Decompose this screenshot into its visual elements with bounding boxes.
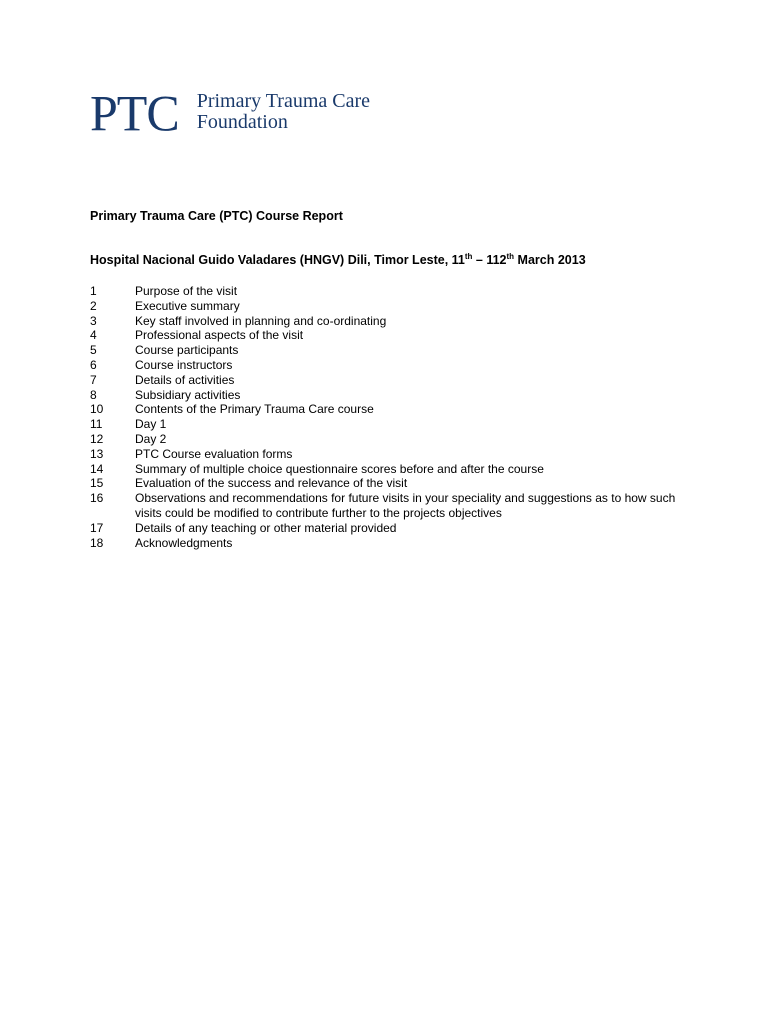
toc-item <box>90 521 690 536</box>
toc-item <box>90 314 690 329</box>
toc-item <box>90 343 690 358</box>
toc-label: Observations and recommendations for future visits in your speciality and suggestions as to how such visits could be modified to contribute further to the projects objectives <box>135 491 676 520</box>
toc-label: Subsidiary activities <box>135 387 241 402</box>
subtitle-suffix: March 2013 <box>514 253 586 267</box>
logo-mark: PTC <box>90 84 179 142</box>
toc-number: 18 <box>90 535 104 550</box>
toc-number: 16 <box>90 491 104 506</box>
toc-item <box>90 388 690 403</box>
toc-number: 8 <box>90 387 97 402</box>
toc-item <box>90 299 690 314</box>
toc-item <box>90 417 690 432</box>
toc-number: 3 <box>90 313 97 328</box>
toc-item <box>90 328 690 343</box>
toc-number: 11 <box>90 417 103 432</box>
toc-number: 7 <box>90 372 97 387</box>
toc-label: Details of activities <box>135 372 235 387</box>
logo-line-2: Foundation <box>196 111 288 133</box>
logo-line-1: Primary Trauma Care <box>196 90 371 112</box>
toc-number: 6 <box>90 357 97 372</box>
toc-label: Course participants <box>135 343 239 358</box>
toc-item <box>90 373 690 388</box>
subtitle-prefix: Hospital Nacional Guido Valadares (HNGV) Dili, Timor Leste, 11 <box>90 253 465 267</box>
toc-label: Acknowledgments <box>135 535 233 550</box>
toc-label: Purpose of the visit <box>135 284 238 298</box>
subtitle-middle: – 112 <box>472 253 507 267</box>
toc-number: 17 <box>90 520 104 535</box>
toc-number: 2 <box>90 298 97 313</box>
toc-number: 15 <box>90 476 104 491</box>
toc-number: 14 <box>90 461 104 476</box>
toc-label: Course instructors <box>135 357 233 372</box>
toc-item <box>90 476 690 491</box>
table-of-contents <box>90 284 690 550</box>
toc-label: Day 2 <box>135 431 167 446</box>
toc-label: PTC Course evaluation forms <box>135 446 293 461</box>
toc-number: 13 <box>90 446 104 461</box>
toc-number: 5 <box>90 343 97 358</box>
toc-label: Summary of multiple choice questionnaire scores before and after the course <box>135 461 544 476</box>
subtitle-sup-2: th <box>506 252 515 261</box>
document-subtitle <box>90 253 586 267</box>
toc-label: Evaluation of the success and relevance of the visit <box>135 476 408 491</box>
toc-number: 12 <box>90 431 104 446</box>
toc-item <box>90 536 690 551</box>
toc-label: Day 1 <box>135 417 167 432</box>
toc-item <box>90 462 690 477</box>
toc-number: 4 <box>90 328 97 343</box>
toc-label: Contents of the Primary Trauma Care course <box>135 402 374 417</box>
toc-item <box>90 358 690 373</box>
toc-item <box>90 284 690 299</box>
toc-label: Details of any teaching or other material provided <box>135 520 397 535</box>
toc-item <box>90 402 690 417</box>
toc-item <box>90 447 690 462</box>
toc-label: Professional aspects of the visit <box>135 328 304 343</box>
toc-label: Key staff involved in planning and co-ordinating <box>135 313 387 328</box>
logo-wordmark <box>197 86 370 133</box>
document-title: Primary Trauma Care (PTC) Course Report <box>90 209 343 223</box>
toc-label: Executive summary <box>135 298 240 313</box>
subtitle-sup-1: th <box>464 252 473 261</box>
toc-item <box>90 432 690 447</box>
toc-item <box>90 491 690 521</box>
ptc-logo <box>90 86 370 140</box>
toc-number: 10 <box>90 402 104 417</box>
toc-number: 1 <box>90 284 97 298</box>
